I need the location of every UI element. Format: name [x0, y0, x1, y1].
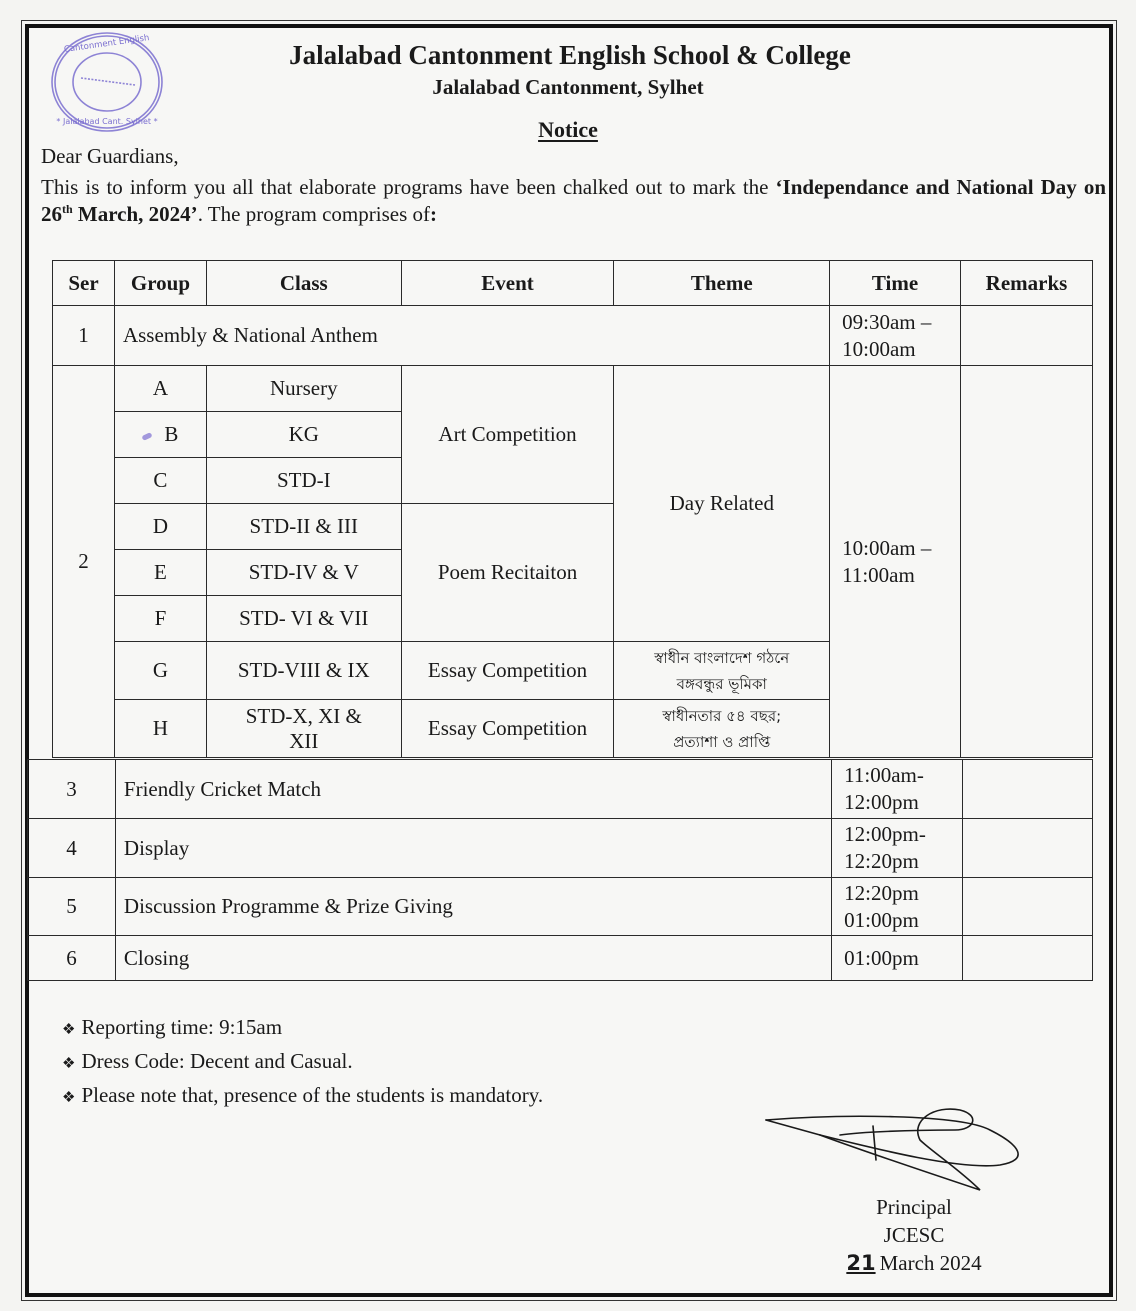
- school-location: Jalalabad Cantonment, Sylhet: [432, 75, 704, 99]
- ser-cell: 2: [53, 366, 115, 758]
- remarks-cell: [961, 306, 1093, 366]
- intro-paragraph: [41, 174, 1106, 228]
- remarks-cell: [963, 936, 1093, 981]
- table-row: [53, 306, 1093, 366]
- program-table-lower: [27, 759, 1093, 981]
- ser-cell: 6: [28, 936, 116, 981]
- signoff-block: [814, 1193, 1014, 1277]
- school-name: Jalalabad Cantonment English School & College: [289, 40, 851, 70]
- ordinal-suffix: th: [62, 202, 73, 216]
- table-row: [28, 936, 1093, 981]
- col-header-class: Class: [206, 261, 401, 306]
- remarks-cell: [961, 366, 1093, 758]
- notes-list: [62, 1012, 543, 1114]
- theme-cell-day-related: Day Related: [614, 366, 830, 642]
- table-row: [28, 819, 1093, 878]
- col-header-theme: Theme: [614, 261, 830, 306]
- group-cell: F: [114, 596, 206, 642]
- col-header-group: Group: [114, 261, 206, 306]
- remarks-cell: [963, 878, 1093, 936]
- event-cell: Assembly & National Anthem: [114, 306, 829, 366]
- time-start: 12:20pm: [844, 880, 919, 905]
- stamp-text-bottom: * Jalalabad Cant. Sylhet *: [56, 117, 158, 126]
- diamond-cluster-icon: ❖: [62, 1056, 76, 1072]
- principal-signature-icon: [760, 1100, 1060, 1200]
- theme-line-2: বঙ্গবন্ধুর ভূমিকা: [676, 674, 767, 693]
- printed-month-year: March 2024: [879, 1251, 982, 1275]
- ink-smudge: [142, 432, 153, 441]
- occasion-part-2: March, 2024’: [72, 202, 198, 226]
- signatory-org: JCESC: [883, 1223, 945, 1247]
- time-start: 11:00am-: [844, 763, 924, 787]
- event-cell: Display: [115, 819, 831, 878]
- ser-cell: 4: [28, 819, 116, 878]
- class-line-2: XII: [289, 728, 319, 753]
- ser-cell: 1: [53, 306, 115, 366]
- time-end: 12:00pm: [844, 790, 919, 814]
- group-cell: A: [114, 366, 206, 412]
- col-header-ser: Ser: [53, 261, 115, 306]
- ser-cell: 3: [28, 760, 116, 819]
- event-cell-essay: Essay Competition: [401, 700, 614, 758]
- event-cell-art: Art Competition: [401, 366, 614, 504]
- list-item: [62, 1012, 543, 1046]
- class-cell: STD-VIII & IX: [206, 642, 401, 700]
- time-end: 11:00am: [842, 562, 915, 587]
- notice-title-text: Notice: [538, 117, 598, 142]
- theme-line-2: প্রত্যাশা ও প্রাপ্তি: [673, 732, 771, 751]
- theme-line-1: স্বাধীন বাংলাদেশ গঠনে: [654, 648, 790, 667]
- theme-line-1: স্বাধীনতার ৫৪ বছর;: [662, 706, 782, 725]
- class-line-1: STD-X, XI &: [245, 703, 362, 728]
- group-label: B: [164, 422, 179, 446]
- table-header-row: [53, 261, 1093, 306]
- event-cell-poem: Poem Recitaiton: [401, 504, 614, 642]
- time-cell: [832, 760, 963, 819]
- remarks-cell: [963, 819, 1093, 878]
- greeting: Dear Guardians,: [41, 144, 179, 168]
- time-end: 12:20pm: [844, 849, 919, 873]
- event-cell-essay: Essay Competition: [401, 642, 614, 700]
- theme-cell-bangla: [614, 700, 830, 758]
- event-cell: Closing: [115, 936, 831, 981]
- group-cell: [114, 412, 206, 458]
- time-end: 01:00pm: [844, 907, 919, 932]
- class-cell: STD- VI & VII: [206, 596, 401, 642]
- event-cell: Friendly Cricket Match: [115, 760, 831, 819]
- col-header-time: Time: [830, 261, 961, 306]
- class-cell: Nursery: [206, 366, 401, 412]
- note-text: Please note that, presence of the students is mandatory.: [81, 1083, 544, 1107]
- intro-tail: . The program comprises of: [197, 202, 430, 226]
- time-end: 10:00am: [842, 336, 916, 361]
- diamond-cluster-icon: ❖: [62, 1090, 76, 1106]
- ser-cell: 5: [28, 878, 116, 936]
- handwritten-day: 21: [846, 1251, 876, 1275]
- event-cell: Discussion Programme & Prize Giving: [115, 878, 831, 936]
- class-cell: KG: [206, 412, 401, 458]
- time-start: 09:30am –: [842, 309, 932, 334]
- group-cell: G: [114, 642, 206, 700]
- list-item: [62, 1046, 543, 1080]
- class-cell: STD-I: [206, 458, 401, 504]
- time-cell: [830, 306, 961, 366]
- program-table-upper: [52, 260, 1093, 758]
- group-cell: C: [114, 458, 206, 504]
- time-cell: [832, 819, 963, 878]
- table-row: [28, 878, 1093, 936]
- signatory-role: Principal: [876, 1195, 952, 1219]
- time-cell: [830, 366, 961, 758]
- occasion-part-1: ‘Independance and National Day on 26: [41, 175, 1107, 226]
- note-text: Dress Code: Decent and Casual.: [81, 1049, 353, 1073]
- table-row: [53, 366, 1093, 412]
- remarks-cell: [963, 760, 1093, 819]
- signoff-date: [814, 1249, 1014, 1277]
- group-cell: D: [114, 504, 206, 550]
- group-cell: H: [114, 700, 206, 758]
- note-text: Reporting time: 9:15am: [81, 1015, 283, 1039]
- group-cell: E: [114, 550, 206, 596]
- time-start: 12:00pm-: [844, 822, 926, 846]
- stamp-text-top: Cantonment English: [63, 33, 151, 55]
- table-row: [28, 760, 1093, 819]
- class-cell: [206, 700, 401, 758]
- diamond-cluster-icon: ❖: [62, 1022, 76, 1038]
- intro-text: This is to inform you all that elaborate programs have been chalked out to mark the: [41, 175, 776, 199]
- intro-colon: :: [430, 202, 437, 226]
- list-item: [62, 1080, 543, 1114]
- time-start: 10:00am –: [842, 535, 932, 560]
- col-header-event: Event: [401, 261, 614, 306]
- theme-cell-bangla: [614, 642, 830, 700]
- class-cell: STD-II & III: [206, 504, 401, 550]
- class-cell: STD-IV & V: [206, 550, 401, 596]
- notice-title: [0, 117, 1136, 143]
- time-cell: 01:00pm: [832, 936, 963, 981]
- time-cell: [832, 878, 963, 936]
- col-header-remarks: Remarks: [961, 261, 1093, 306]
